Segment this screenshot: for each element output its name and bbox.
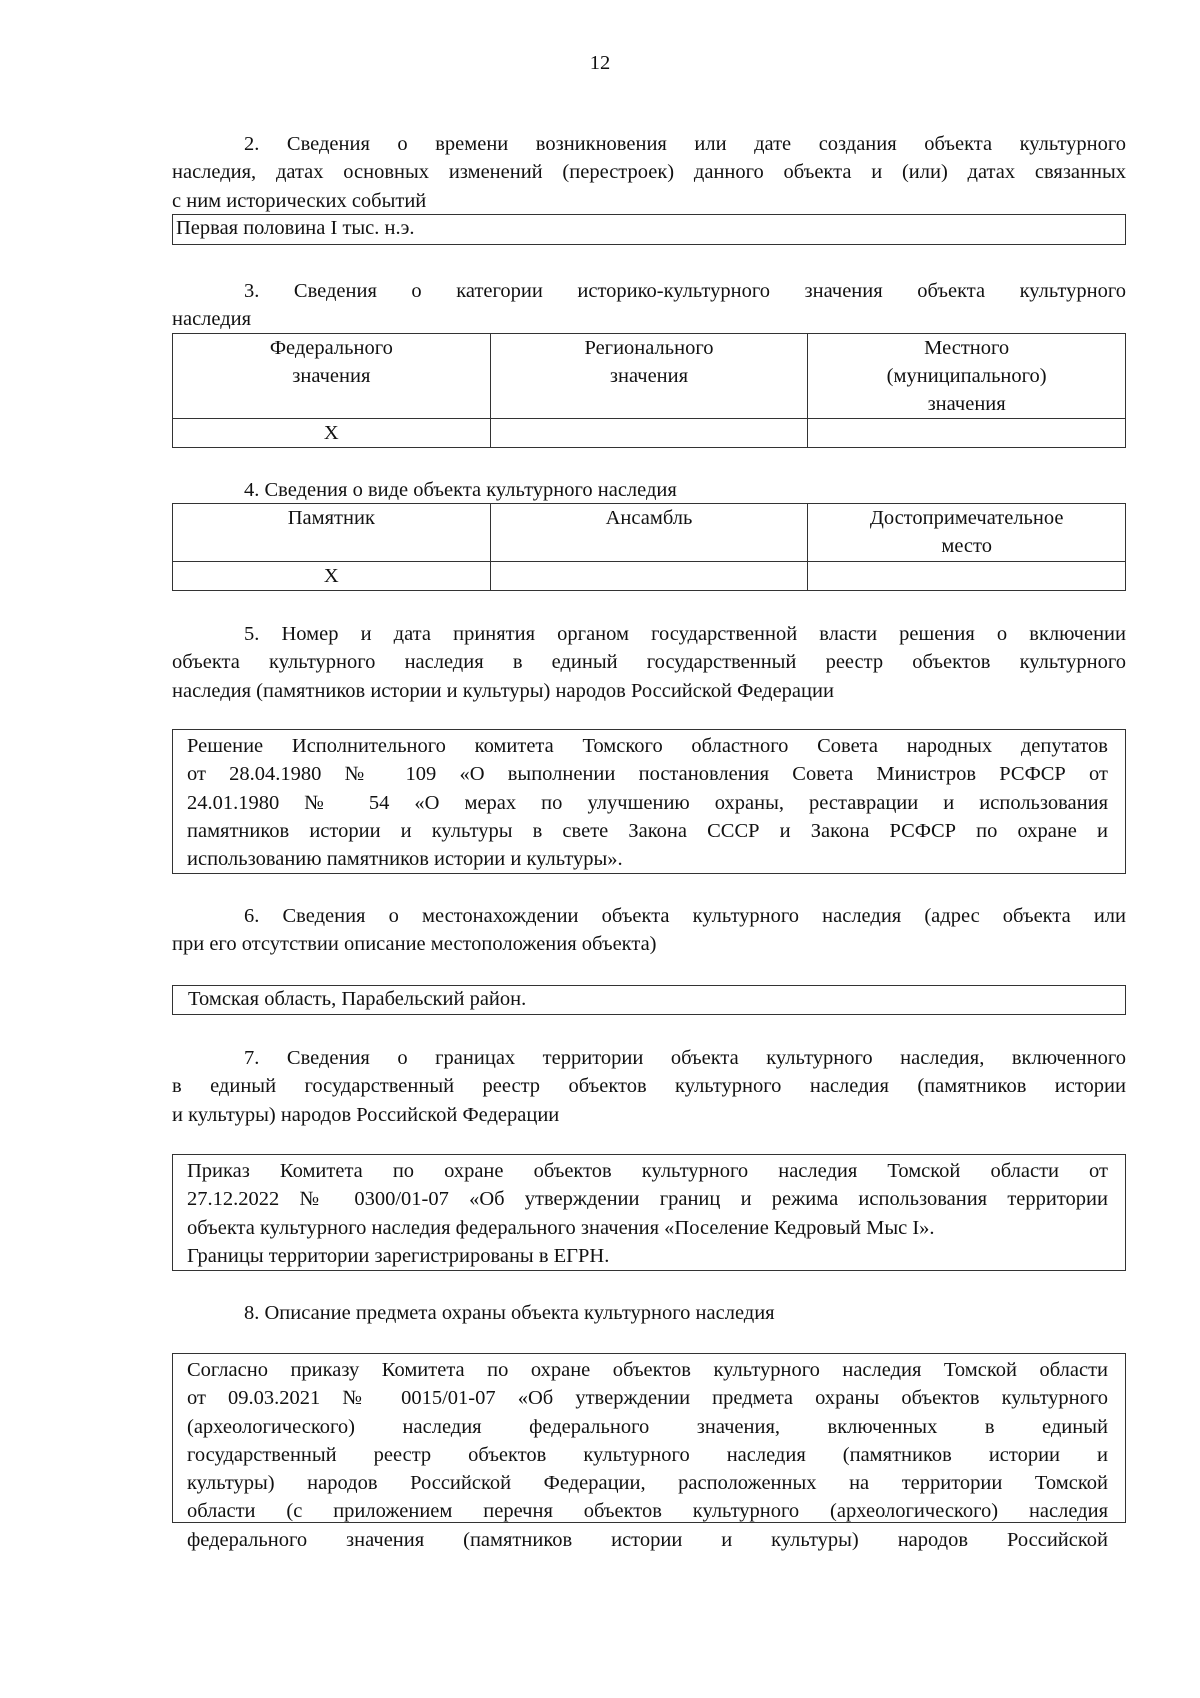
text-line: 3. Сведения о категории историко-культурного значения объекта культурного bbox=[244, 280, 1126, 302]
text-line: объекта культурного наследия федерального значения «Поселение Кедровый Мыс I». bbox=[187, 1216, 935, 1239]
header-text-line: Местного bbox=[924, 337, 1010, 359]
text-line: Решение Исполнительного комитета Томского областного Совета народных депутатов bbox=[187, 735, 1108, 757]
section-6-heading bbox=[172, 902, 1126, 959]
section-7-heading bbox=[172, 1044, 1126, 1129]
text-line: 24.01.1980 № 54 «О мерах по улучшению охраны, реставрации и использования bbox=[187, 791, 1108, 814]
header-text-line: Памятник bbox=[287, 507, 375, 529]
text-line: 6. Сведения о местонахождении объекта культурного наследия (адрес объекта или bbox=[244, 905, 1126, 927]
header-text-line: Регионального bbox=[584, 337, 714, 359]
text-line: федерального значения (памятников истории и культуры) народов Российской bbox=[187, 1528, 1108, 1551]
text-line: наследия, датах основных изменений (перестроек) данного объекта и (или) датах связанных bbox=[172, 161, 1126, 184]
category-table bbox=[172, 333, 1126, 448]
header-text-line: значения bbox=[927, 393, 1006, 415]
text-line: от 09.03.2021 № 0015/01-07 «Об утверждении предмета охраны объектов культурного bbox=[187, 1387, 1108, 1410]
value-ensemble bbox=[490, 562, 808, 591]
text-line: наследия (памятников истории и культуры) народов Российской Федерации bbox=[172, 679, 834, 702]
header-landmark bbox=[808, 504, 1126, 562]
value-monument: X bbox=[173, 562, 491, 591]
text-line: памятников истории и культуры в свете Закона СССР и Закона РСФСР по охране и bbox=[187, 819, 1108, 842]
text-line: 7. Сведения о границах территории объекта культурного наследия, включенного bbox=[244, 1047, 1126, 1069]
section-5-field bbox=[172, 729, 1126, 874]
text-line: от 28.04.1980 № 109 «О выполнении постановления Совета Министров РСФСР от bbox=[187, 763, 1108, 786]
header-local bbox=[808, 334, 1126, 419]
text-line: 8. Описание предмета охраны объекта культурного наследия bbox=[244, 1302, 775, 1324]
text-line: культуры) народов Российской Федерации, расположенных на территории Томской bbox=[187, 1472, 1108, 1495]
text-line: Согласно приказу Комитета по охране объектов культурного наследия Томской области bbox=[187, 1359, 1108, 1381]
location-value: Томская область, Парабельский район. bbox=[188, 988, 527, 1010]
text-line: 27.12.2022 № 0300/01-07 «Об утверждении границ и режима использования территории bbox=[187, 1188, 1108, 1211]
text-line: Приказ Комитета по охране объектов культурного наследия Томской области от bbox=[187, 1160, 1108, 1182]
page-number: 12 bbox=[589, 52, 611, 74]
text-line: наследия bbox=[172, 308, 252, 331]
text-line: объекта культурного наследия в единый государственный реестр объектов культурного bbox=[172, 651, 1126, 674]
header-text-line: (муниципального) bbox=[886, 365, 1047, 387]
text-line: и культуры) народов Российской Федерации bbox=[172, 1103, 560, 1126]
text-line: с ним исторических событий bbox=[172, 189, 427, 212]
header-text-line: Федерального bbox=[269, 337, 393, 359]
header-text-line: значения bbox=[609, 365, 689, 387]
protection-subject-text bbox=[173, 1354, 1125, 1554]
header-ensemble bbox=[490, 504, 808, 562]
section-4-heading bbox=[172, 476, 1126, 504]
header-text-line: место bbox=[941, 535, 992, 557]
header-monument bbox=[173, 504, 491, 562]
creation-date-value: Первая половина I тыс. н.э. bbox=[176, 217, 415, 239]
text-line: в единый государственный реестр объектов культурного наследия (памятников истории bbox=[172, 1075, 1126, 1098]
section-3-heading bbox=[172, 277, 1126, 334]
value-federal: X bbox=[173, 419, 491, 448]
registry-decision-text bbox=[173, 730, 1125, 873]
section-2-heading bbox=[172, 130, 1126, 215]
header-text-line: значения bbox=[292, 365, 371, 387]
text-line: 5. Номер и дата принятия органом государственной власти решения о включении bbox=[244, 623, 1126, 645]
section-2-field bbox=[172, 214, 1126, 245]
section-8-heading bbox=[172, 1299, 1126, 1327]
header-regional bbox=[490, 334, 808, 419]
text-line: 2. Сведения о времени возникновения или дате создания объекта культурного bbox=[244, 133, 1126, 155]
text-line: 4. Сведения о виде объекта культурного наследия bbox=[244, 479, 677, 501]
boundaries-text bbox=[173, 1155, 1125, 1270]
header-text-line: Ансамбль bbox=[605, 507, 693, 529]
header-federal bbox=[173, 334, 491, 419]
text-line: при его отсутствии описание местоположения объекта) bbox=[172, 933, 657, 956]
text-line: (археологического) наследия федерального значения, включенных в единый bbox=[187, 1415, 1108, 1438]
text-line: государственный реестр объектов культурного наследия (памятников истории и bbox=[187, 1443, 1108, 1466]
section-7-field bbox=[172, 1154, 1126, 1271]
section-8-field bbox=[172, 1353, 1126, 1551]
text-line: области (с приложением перечня объектов культурного (археологического) наследия bbox=[187, 1500, 1108, 1523]
value-local bbox=[808, 419, 1126, 448]
section-5-heading bbox=[172, 620, 1126, 705]
value-landmark bbox=[808, 562, 1126, 591]
text-line: Границы территории зарегистрированы в ЕГРН. bbox=[187, 1244, 610, 1267]
type-table bbox=[172, 503, 1126, 591]
value-regional bbox=[490, 419, 808, 448]
header-text-line: Достопримечательное bbox=[869, 507, 1064, 529]
text-line: использованию памятников истории и культуры». bbox=[187, 848, 623, 871]
section-6-field bbox=[172, 985, 1126, 1015]
